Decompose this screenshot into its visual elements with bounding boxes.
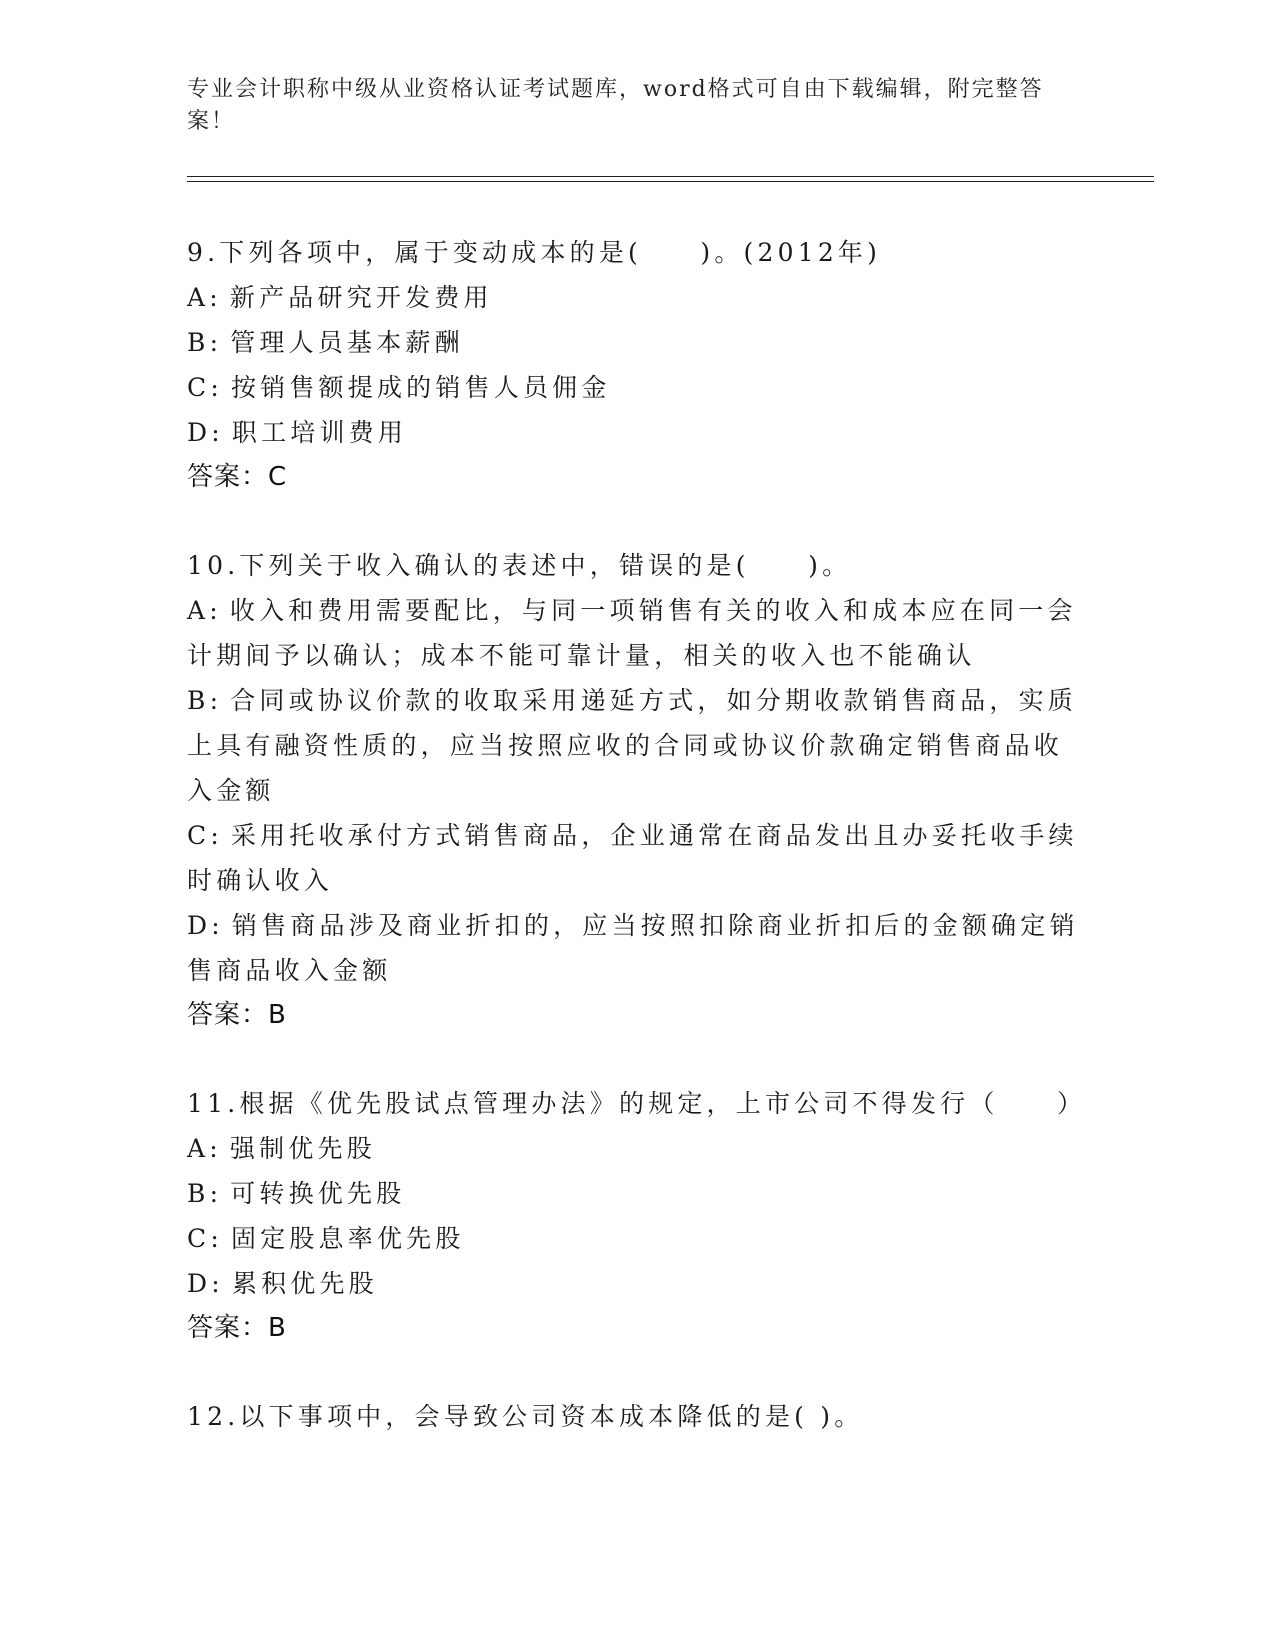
option-c [187,365,1087,410]
option-d [187,1261,1087,1306]
question-stem: 9.下列各项中，属于变动成本的是( )。(2012年) [187,238,882,267]
option-a [187,275,1087,320]
header-rule-bottom [187,181,1154,182]
option-text: 销售商品涉及商业折扣的，应当按照扣除商业折扣后的金额确定销售商品收入金额 [187,911,1079,985]
option-label: C: [187,821,223,850]
option-b [187,1171,1087,1216]
option-text: 管理人员基本薪酬 [230,328,464,357]
answer-line: 答案：B [187,1000,287,1030]
question-9 [187,230,1087,500]
answer-line: 答案：C [187,462,288,492]
option-c [187,813,1087,903]
option-text: 按销售额提成的销售人员佣金 [230,373,611,402]
option-label: D: [187,418,224,447]
option-d [187,410,1087,455]
option-label: C: [187,373,223,402]
question-stem: 10.下列关于收入确认的表述中，错误的是( )。 [187,551,852,580]
question-stem: 11.根据《优先股试点管理办法》的规定，上市公司不得发行（ ） [187,1089,1087,1118]
option-label: A: [187,596,222,625]
option-b [187,320,1087,365]
option-text: 合同或协议价款的收取采用递延方式，如分期收款销售商品，实质上具有融资性质的，应当按照应收的合同或协议价款确定销售商品收入金额 [187,686,1078,805]
option-text: 可转换优先股 [230,1179,406,1208]
header-rule-top [187,176,1154,177]
option-text: 强制优先股 [229,1134,376,1163]
question-11 [187,1081,1087,1351]
option-text: 收入和费用需要配比，与同一项销售有关的收入和成本应在同一会计期间予以确认；成本不能可靠计量，相关的收入也不能确认 [187,596,1077,670]
option-text: 固定股息率优先股 [230,1224,465,1253]
option-text: 采用托收承付方式销售商品，企业通常在商品发出且办妥托收手续时确认收入 [187,821,1078,895]
option-label: A: [187,283,222,312]
option-d [187,903,1087,993]
option-text: 累积优先股 [231,1269,378,1298]
option-label: B: [187,1179,223,1208]
question-10 [187,543,1087,1038]
option-label: D: [187,911,224,940]
option-label: C: [187,1224,223,1253]
option-b [187,678,1087,813]
question-stem: 12.以下事项中，会导致公司资本成本降低的是( )。 [187,1402,864,1431]
option-label: B: [187,328,223,357]
answer-line: 答案：B [187,1313,287,1343]
option-label: A: [187,1134,222,1163]
question-12 [187,1394,1087,1439]
page-header-text: 专业会计职称中级从业资格认证考试题库，word格式可自由下载编辑，附完整答案！ [187,77,1044,134]
option-a [187,1126,1087,1171]
option-text: 职工培训费用 [231,418,408,447]
option-label: B: [187,686,223,715]
question-list [187,230,1087,1482]
option-text: 新产品研究开发费用 [229,283,493,312]
option-label: D: [187,1269,224,1298]
option-c [187,1216,1087,1261]
option-a [187,588,1087,678]
